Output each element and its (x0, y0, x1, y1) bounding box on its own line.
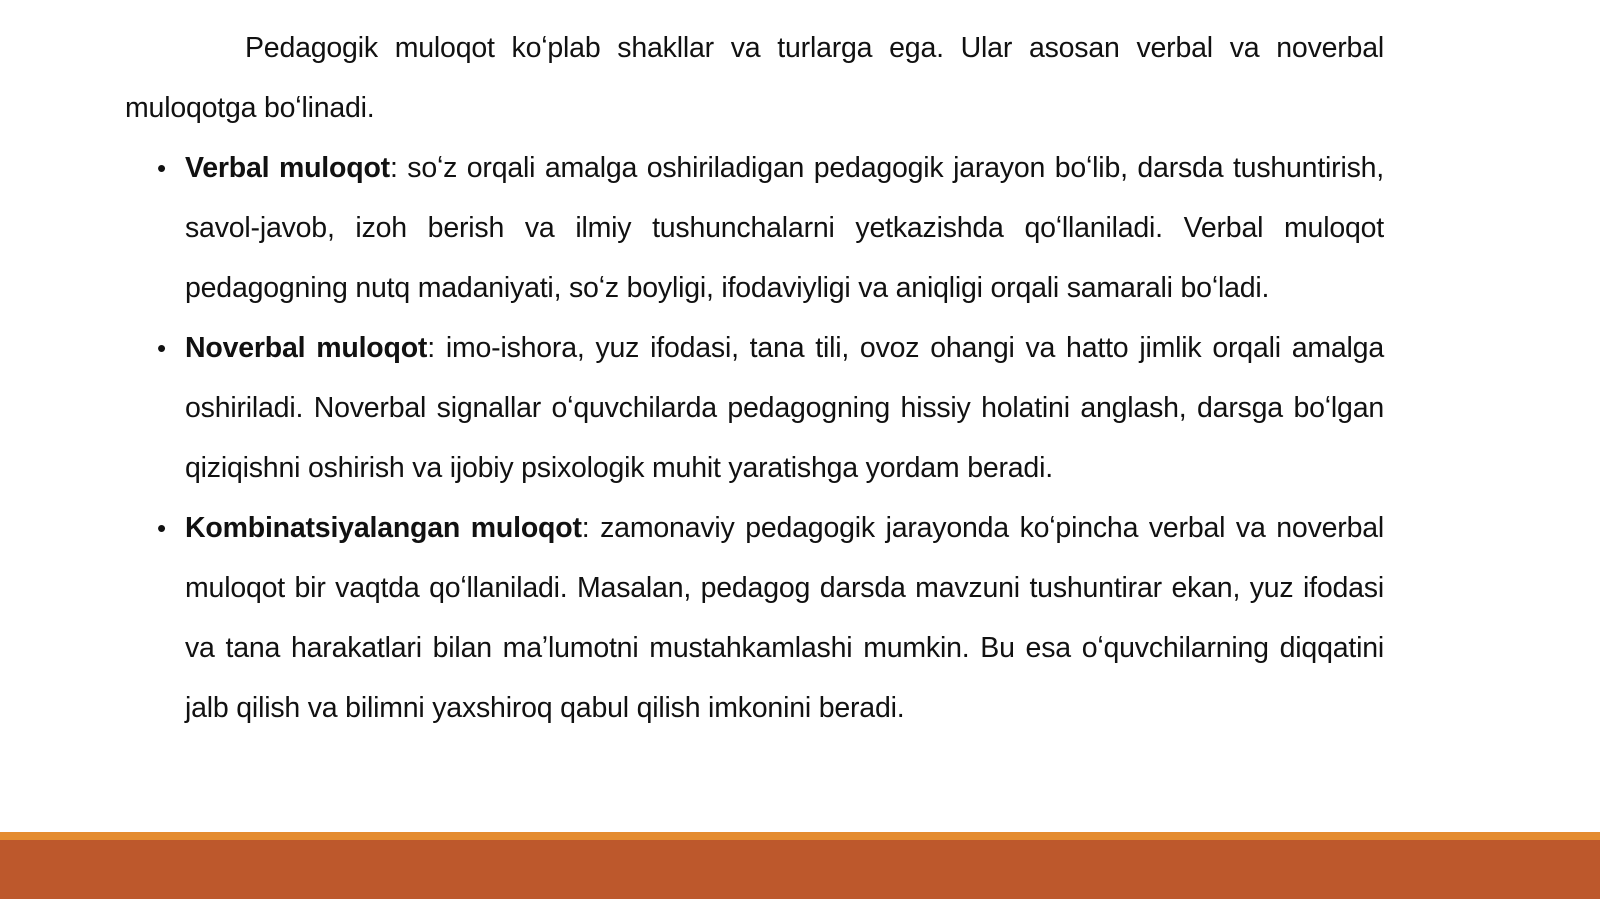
bullet-text: : imo-ishora, yuz ifodasi, tana tili, ovoz ohangi va hatto jimlik orqali amalga oshiriladi. Noverbal signallar oʻquvchilarda pedagogning hissiy holatini anglash, darsga boʻlgan qiziqishni oshirish va ijobiy psixologik muhit yaratishga yordam beradi. (185, 332, 1384, 484)
bullet-text: : soʻz orqali amalga oshiriladigan pedagogik jarayon boʻlib, darsda tushuntirish, savol-javob, izoh berish va ilmiy tushunchalarni yetkazishda qoʻllaniladi. Verbal muloqot pedagogning nutq madaniyati, soʻz boyligi, ifodaviyligi va aniqligi orqali samarali boʻladi. (185, 152, 1385, 304)
bullet-item-kombinatsiyalangan (125, 498, 1384, 738)
bullet-item-noverbal (125, 318, 1384, 498)
bullet-list (125, 138, 1384, 738)
bullet-icon: • (157, 153, 166, 183)
bullet-term: Kombinatsiyalangan muloqot (185, 512, 582, 544)
bullet-icon: • (157, 513, 166, 543)
bullet-item-verbal (125, 138, 1384, 318)
intro-paragraph: Pedagogik muloqot koʻplab shakllar va turlarga ega. Ular asosan verbal va noverbal muloqotga boʻlinadi. (125, 32, 1384, 124)
bullet-term: Verbal muloqot (185, 152, 390, 184)
bullet-icon: • (157, 333, 166, 363)
bullet-term: Noverbal muloqot (185, 332, 428, 364)
bullet-text: : zamonaviy pedagogik jarayonda koʻpincha verbal va noverbal muloqot bir vaqtda qoʻllaniladi. Masalan, pedagog darsda mavzuni tushuntirar ekan, yuz ifodasi va tana harakatlari bilan maʼlumotni mustahkamlashi mumkin. Bu esa oʻquvchilarning diqqatini jalb qilish va bilimni yaxshiroq qabul qilish imkonini beradi. (185, 512, 1385, 724)
footer-band (0, 832, 1600, 899)
slide-body (125, 18, 1384, 738)
footer-accent-stripe (0, 832, 1600, 840)
